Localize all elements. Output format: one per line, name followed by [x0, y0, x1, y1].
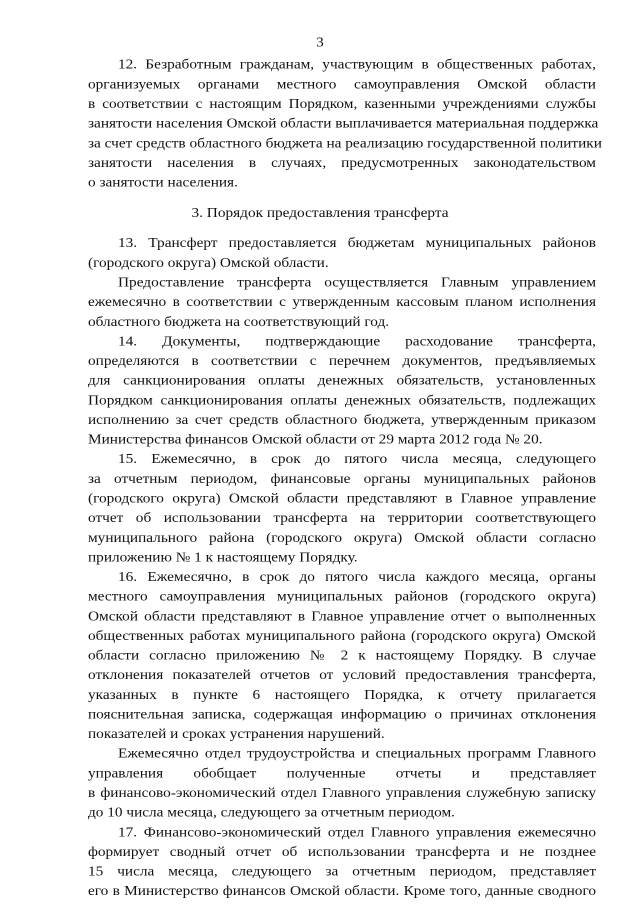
text-line: 15. Ежемесячно, в срок до пятого числа месяца, следующего [118, 451, 596, 467]
text-line: области согласно приложению № 2 к настоящему Порядку. В случае [88, 647, 596, 664]
text-line: указанных в пункте 6 настоящего Порядка, к отчету прилагается [88, 687, 596, 703]
text-line: формирует сводный отчет об использовании трансферта и не позднее [88, 844, 596, 860]
text-line: 12. Безработным гражданам, участвующим в общественных работах, [118, 57, 596, 73]
text-line: за счет средств областного бюджета на реализацию государственной политики [88, 135, 602, 151]
text-line: Министерства финансов Омской области от 29 марта 2012 года № 20. [88, 431, 543, 448]
text-line: областного бюджета на соответствующий год. [88, 314, 390, 330]
text-line: ежемесячно в соответствии с утвержденным кассовым планом исполнения [88, 294, 596, 310]
text-line: до 10 числа месяца, следующего за отчетным периодом. [88, 805, 455, 821]
text-line: занятости населения Омской области выплачивается материальная поддержка [88, 116, 599, 132]
text-line: (городского округа) Омской области. [88, 255, 329, 271]
text-line: исполнению за счет средств областного бюджета, утвержденным приказом [88, 412, 596, 428]
text-line: определяются в соответствии с перечнем документов, предъявляемых [88, 353, 596, 369]
text-line: отчет об использовании трансферта на территории соответствующего [88, 510, 596, 526]
text-line: за отчетным периодом, финансовые органы муниципальных районов [88, 471, 596, 487]
text-line: Ежемесячно отдел трудоустройства и специальных программ Главного [118, 746, 596, 762]
section-heading: 3. Порядок предоставления трансферта [191, 205, 449, 221]
page-number: 3 [316, 35, 324, 50]
text-line: организуемых органами местного самоуправления Омской области [88, 76, 596, 92]
text-line: 16. Ежемесячно, в срок до пятого числа каждого месяца, органы [118, 569, 596, 585]
text-line: Омской области представляют в Главное управление отчет о выполненных [88, 608, 596, 624]
text-line: (городского округа) Омской области представляют в Главное управление [88, 490, 596, 507]
text-line: для санкционирования оплаты денежных обязательств, установленных [88, 373, 596, 389]
text-line: 14. Документы, подтверждающие расходование трансферта, [118, 333, 596, 349]
text-line: в соответствии с настоящим Порядком, казенными учреждениями службы [88, 96, 596, 112]
text-line: общественных работах муниципального района (городского округа) Омской [88, 628, 596, 644]
text-line: занятости населения в случаях, предусмотренных законодательством [88, 155, 596, 171]
text-line: показателей и сроках устранения нарушений. [88, 726, 385, 742]
text-line: приложению № 1 к настоящему Порядку. [88, 549, 358, 565]
text-line: муниципального района (городского округа) Омской области согласно [88, 530, 596, 546]
text-line: пояснительная записка, содержащая информацию о причинах отклонения [88, 706, 596, 723]
text-line: местного самоуправления муниципальных районов (городского округа) [88, 589, 596, 605]
text-line: 17. Финансово-экономический отдел Главного управления ежемесячно [118, 824, 596, 840]
text-line: 15 числа месяца, следующего за отчетным периодом, представляет [88, 863, 596, 880]
text-line: отклонения показателей отчетов от условий предоставления трансферта, [88, 667, 596, 683]
text-line: его в Министерство финансов Омской области. Кроме того, данные сводного [88, 883, 596, 899]
text-line: управления обобщает полученные отчеты и представляет [88, 765, 596, 781]
text-line: в финансово-экономический отдел Главного управления служебную записку [88, 785, 596, 801]
text-line: о занятости населения. [88, 174, 238, 191]
text-line: 13. Трансферт предоставляется бюджетам муниципальных районов [118, 235, 596, 251]
text-line: Предоставление трансферта осуществляется Главным управлением [118, 274, 596, 291]
text-line: Порядком санкционирования оплаты денежных обязательств, подлежащих [88, 392, 596, 408]
